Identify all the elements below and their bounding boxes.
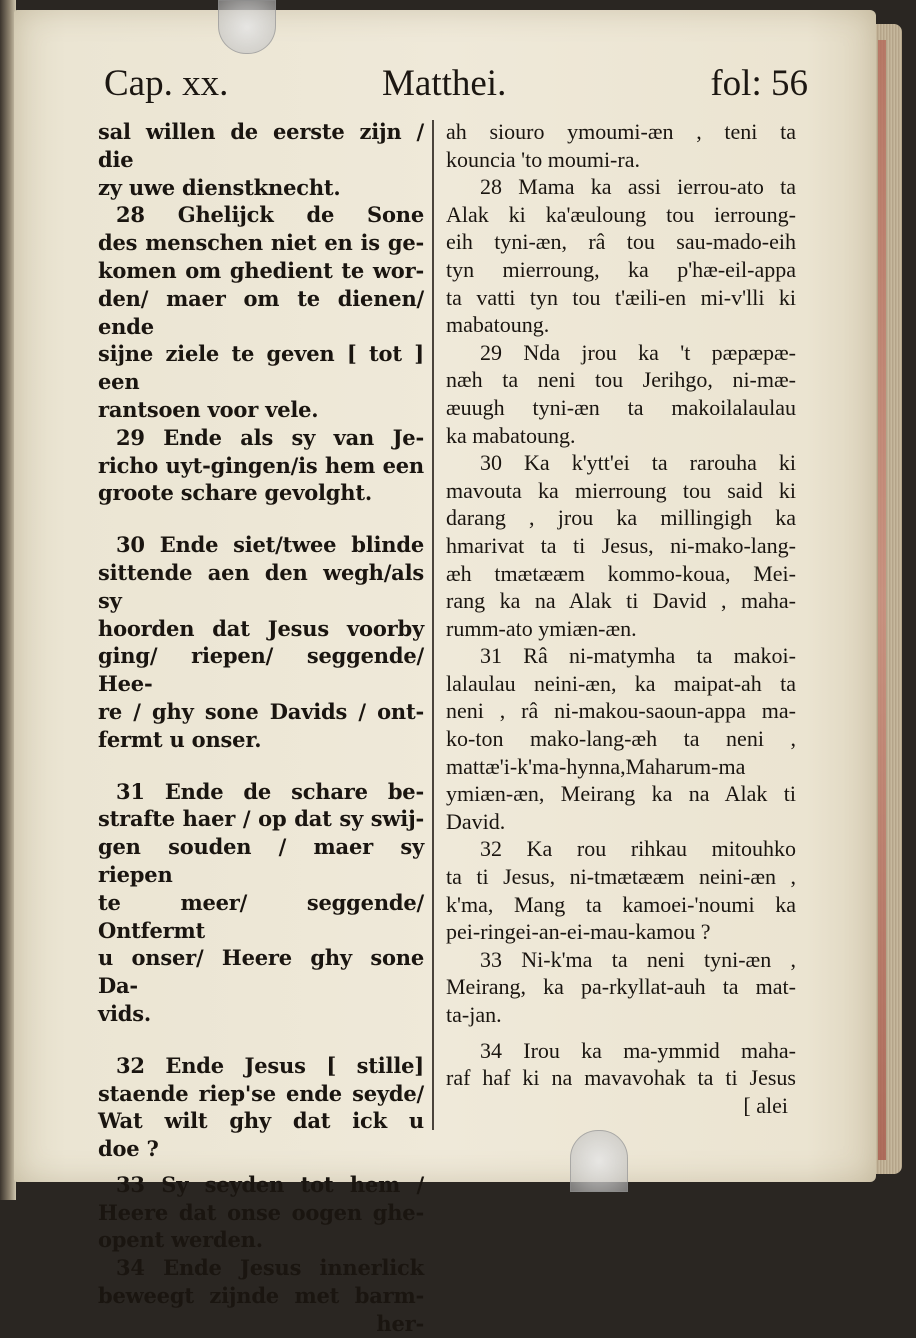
text-line: fermt u onser. xyxy=(98,726,262,752)
text-line: rumm-ato ymiæn-æn. xyxy=(446,615,637,641)
verse-start-32: 32 Ka rou rihkau mitouhko xyxy=(480,836,796,862)
text-line: næh ta neni tou Jerihgo, ni-mæ- xyxy=(446,367,796,393)
text-line: æh tmætææm kommo-koua, Mei- xyxy=(446,560,796,586)
text-line: mattæ'i-k'ma-hynna,Maharum-ma xyxy=(446,753,746,779)
verse-start-33: 33 Ni-k'ma ta neni tyni-æn , xyxy=(480,946,796,972)
text-line: æuugh tyni-æn ta makoilalaulau xyxy=(446,394,796,420)
verse-gap xyxy=(98,1163,424,1171)
text-line: zy uwe dienstknecht. xyxy=(98,174,341,200)
text-line: des menschen niet en is ge- xyxy=(98,230,424,256)
running-head xyxy=(96,62,808,108)
column-divider xyxy=(432,120,434,1130)
verse-gap xyxy=(98,507,424,531)
page-fore-edge xyxy=(872,24,902,1174)
text-line: ah siouro ymoumi-æn , teni ta xyxy=(446,119,796,144)
verse-gap xyxy=(98,1028,424,1052)
text-line: hoorden dat Jesus voorby xyxy=(98,615,424,641)
text-line: staende riep'se ende seyde/ xyxy=(98,1080,424,1106)
folio-number: fol: 56 xyxy=(710,63,808,104)
text-line: darang , jrou ka millingigh ka xyxy=(446,505,796,531)
text-line: den/ maer om te dienen/ ende xyxy=(98,285,424,339)
text-line: gen souden / maer sy riepen xyxy=(98,834,424,887)
text-line: sal willen de eerste zijn / die xyxy=(98,119,424,172)
text-line: ging/ riepen/ seggende/ Hee- xyxy=(98,643,424,697)
text-line: beweegt zijnde met barm- xyxy=(98,1283,424,1309)
text-line: Wat wilt ghy dat ick u xyxy=(98,1108,424,1134)
text-line: David. xyxy=(446,808,506,834)
text-line: doe ? xyxy=(98,1136,159,1162)
text-line: neni , râ ni-makou-saoun-appa ma- xyxy=(446,698,796,724)
verse-gap xyxy=(98,754,424,778)
text-line: tyn mierroung, ka p'hæ-eil-appa xyxy=(446,256,796,282)
top-page-clip xyxy=(218,0,276,54)
text-line: rang ka na Alak ti David , maha- xyxy=(446,588,796,614)
text-line: lalaulau neini-æn, ka maipat-ah ta xyxy=(446,670,796,696)
text-line: strafte haer / op dat sy swij- xyxy=(98,806,424,832)
text-line: sijne ziele te geven [ tot ] een xyxy=(98,341,424,395)
text-line: ta-jan. xyxy=(446,1002,502,1027)
text-line: richo uyt-gingen/is hem een xyxy=(98,452,424,478)
book-title: Matthei. xyxy=(382,63,507,104)
verse-start-30: 30 Ka k'ytt'ei ta rarouha ki xyxy=(480,450,796,476)
text-line: kouncia 'to moumi-ra. xyxy=(446,146,640,172)
text-line: ta vatti tyn tou t'æili-en mi-v'lli ki xyxy=(446,284,796,310)
verse-gap xyxy=(446,1029,796,1037)
text-line: hmarivat ta ti Jesus, ni-mako-lang- xyxy=(446,532,796,558)
text-line: mavouta ka mierroung tou said ki xyxy=(446,477,796,503)
bottom-page-clip xyxy=(570,1130,628,1192)
catchword: her- xyxy=(376,1310,424,1336)
text-line: ko-ton mako-lang-æh ta neni , xyxy=(446,726,796,752)
text-line: rantsoen voor vele. xyxy=(98,396,319,422)
formosan-text-column xyxy=(446,118,796,1119)
text-line: u onser/ Heere ghy sone Da- xyxy=(98,945,424,999)
verse-start-31: 31 Ende de schare be- xyxy=(116,778,424,804)
verse-start-31: 31 Râ ni-matymha ta makoi- xyxy=(480,643,796,669)
text-line: Heere dat onse oogen ghe- xyxy=(98,1199,424,1225)
dutch-text-column xyxy=(98,118,424,1338)
text-line: pei-ringei-an-ei-mau-kamou ? xyxy=(446,919,711,945)
verse-start-34: 34 Ende Jesus innerlick xyxy=(116,1255,424,1281)
verse-start-33: 33 Sy seyden tot hem / xyxy=(116,1171,424,1197)
text-line: mabatoung. xyxy=(446,312,550,338)
text-line: ymiæn-æn, Meirang ka na Alak ti xyxy=(446,781,796,807)
text-line: vids. xyxy=(98,1000,151,1026)
text-line: ka mabatoung. xyxy=(446,422,576,448)
red-page-edge xyxy=(878,40,886,1160)
text-line: Meirang, ka pa-rkyllat-auh ta mat- xyxy=(446,974,796,1000)
verse-start-29: 29 Nda jrou ka 't pæpæpæ- xyxy=(480,339,796,365)
text-line: k'ma, Mang ta kamoei-'noumi ka xyxy=(446,891,796,917)
verse-start-28: 28 Ghelijck de Sone xyxy=(116,202,424,228)
text-line: sittende aen den wegh/als sy xyxy=(98,559,424,613)
text-line: re / ghy sone Davids / ont- xyxy=(98,698,424,724)
verse-start-34: 34 Irou ka ma-ymmid maha- xyxy=(480,1037,796,1063)
verse-start-29: 29 Ende als sy van Je- xyxy=(116,424,424,450)
text-line: te meer/ seggende/ Ontfermt xyxy=(98,889,424,943)
text-line: groote schare gevolght. xyxy=(98,480,372,506)
text-line: komen om ghedient te wor- xyxy=(98,257,424,283)
text-line: Alak ki ka'æuloung tou ierroung- xyxy=(446,201,796,227)
chapter-label: Cap. xx. xyxy=(104,63,229,104)
text-line: opent werden. xyxy=(98,1227,263,1253)
catchword: [ alei xyxy=(743,1092,788,1118)
verse-start-30: 30 Ende siet/twee blinde xyxy=(116,532,424,558)
text-line: raf haf ki na mavavohak ta ti Jesus xyxy=(446,1065,796,1091)
text-line: ta ti Jesus, ni-tmætææm neini-æn , xyxy=(446,864,796,890)
text-line: eih tyni-æn, râ tou sau-mado-eih xyxy=(446,229,796,255)
verse-start-28: 28 Mama ka assi ierrou-ato ta xyxy=(480,174,796,200)
verse-start-32: 32 Ende Jesus [ stille] xyxy=(116,1052,424,1078)
